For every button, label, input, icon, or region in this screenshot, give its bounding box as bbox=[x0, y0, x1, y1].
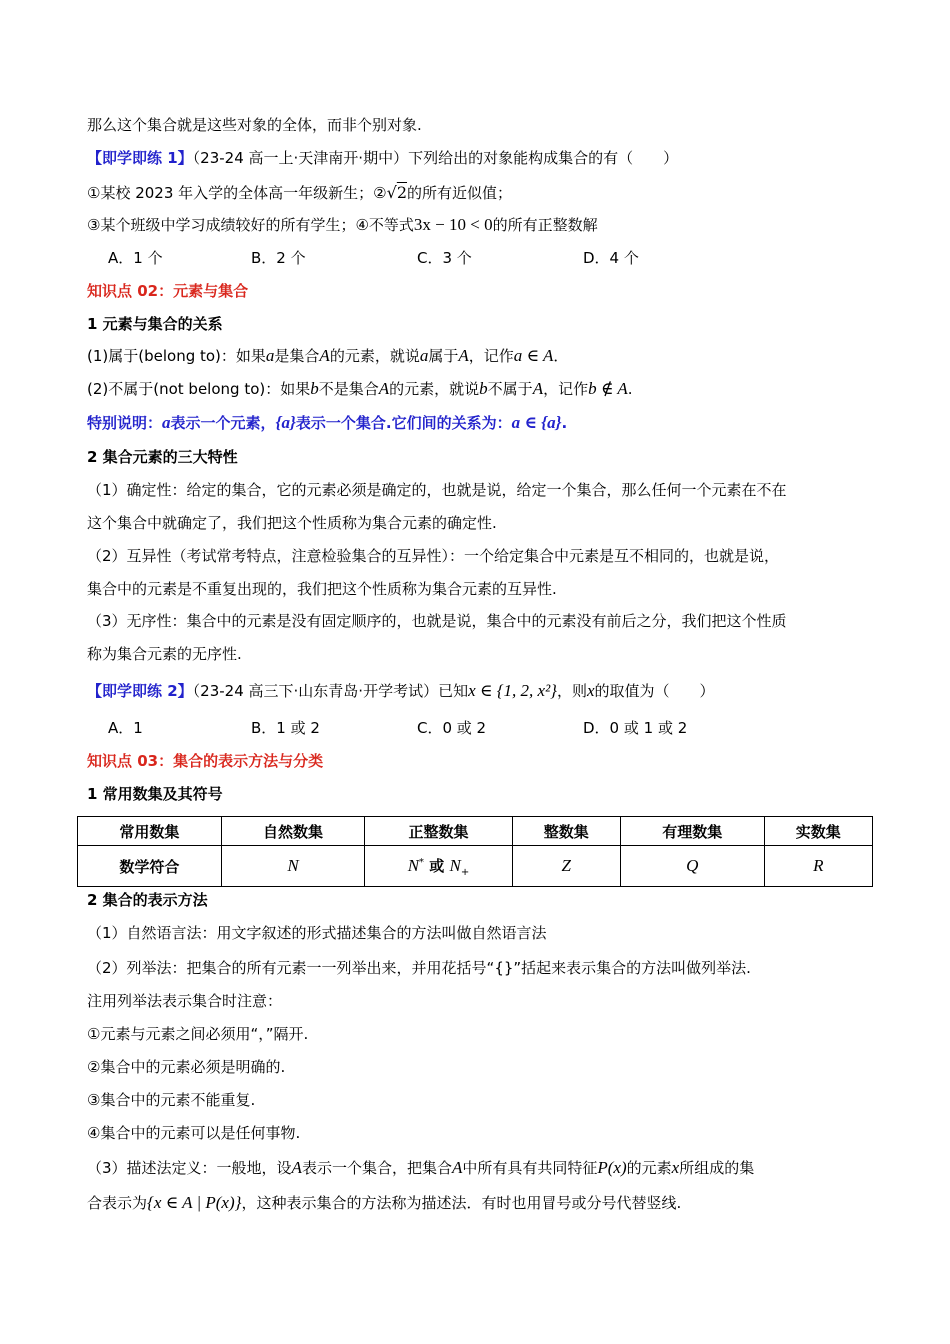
note-var-a: a bbox=[162, 413, 171, 432]
intro-tail: 那么这个集合就是这些对象的全体，而非个别对象. bbox=[87, 116, 422, 134]
note-item-3: ③集合中的元素不能重复. bbox=[87, 1091, 256, 1109]
note-item-2: ②集合中的元素必须是明确的. bbox=[87, 1058, 286, 1076]
exercise-2-option-b: B．1 或 2 bbox=[251, 719, 320, 737]
exercise-2-heading bbox=[87, 678, 880, 704]
kp03-sub1: 1 常用数集及其符号 bbox=[87, 785, 223, 803]
inequality-math: 3x − 10 < 0 bbox=[413, 215, 493, 234]
belong-prefix: (1)属于(belong to)：如果 bbox=[87, 347, 266, 365]
var-b: b bbox=[479, 379, 488, 398]
m3b-suffix: ，这种表示集合的方法称为描述法．有时也用冒号或分号代替竖线. bbox=[241, 1194, 682, 1212]
exercise-1-item-1: ①某校 2023 年入学的全体高一年级新生； bbox=[87, 184, 374, 202]
property-3a: （3）无序性：集合中的元素是没有固定顺序的，也就是说，集合中的元素没有前后之分，我们把这个性质 bbox=[87, 612, 787, 630]
belong-math: a ∈ A bbox=[513, 346, 554, 365]
not-belong-prefix: (2)不属于(not belong to)：如果 bbox=[87, 380, 311, 398]
exercise-1-items-b bbox=[87, 212, 880, 238]
exercise-2-option-d: D．0 或 1 或 2 bbox=[583, 719, 688, 737]
kp03-sub2: 2 集合的表示方法 bbox=[87, 891, 208, 909]
exercise-1-options bbox=[108, 245, 808, 271]
table-row-label: 数学符合 bbox=[78, 846, 222, 887]
property-1b: 这个集合中就确定了，我们把这个性质称为集合元素的确定性. bbox=[87, 514, 497, 532]
kp02-title: 知识点 02：元素与集合 bbox=[87, 282, 249, 300]
var-A: A bbox=[378, 379, 390, 398]
exercise-1-item-4-suffix: 的所有正整数解 bbox=[492, 216, 598, 234]
note-mid1: 表示一个元素， bbox=[170, 414, 276, 432]
method-1: （1）自然语言法：用文字叙述的形式描述集合的方法叫做自然语言法 bbox=[87, 924, 547, 942]
not-belong-end: . bbox=[627, 380, 633, 398]
property-2b: 集合中的元素是不重复出现的，我们把这个性质称为集合元素的互异性. bbox=[87, 580, 557, 598]
symbol-n-star: N bbox=[407, 855, 420, 875]
belong-mid3: 属于 bbox=[428, 347, 459, 365]
m3-var-A: A bbox=[291, 1158, 302, 1177]
belong-mid4: ，记作 bbox=[468, 347, 514, 365]
m3-mid1: 表示一个集合，把集合 bbox=[301, 1159, 452, 1177]
star-sup: * bbox=[419, 856, 425, 868]
belong-end: ． bbox=[553, 347, 569, 365]
exercise-1-items-a bbox=[87, 180, 880, 206]
kp02-sub1: 1 元素与集合的关系 bbox=[87, 315, 223, 333]
number-sets-table bbox=[77, 816, 873, 887]
table-header-cell: 实数集 bbox=[764, 817, 872, 846]
table-header-cell: 有理数集 bbox=[620, 817, 764, 846]
exercise-2-math: x ∈ {1, 2, x²} bbox=[468, 681, 557, 700]
method-2: （2）列举法：把集合的所有元素一一列举出来，并用花括号“{}”括起来表示集合的方法叫做列举法. bbox=[87, 959, 751, 977]
exercise-2-options bbox=[108, 715, 808, 741]
note-set: {a} bbox=[275, 413, 296, 432]
rational-symbol bbox=[620, 846, 764, 887]
note-end: . bbox=[561, 414, 568, 432]
m3-mid2: 中所有具有共同特征 bbox=[462, 1159, 598, 1177]
exercise-2-var-x: x bbox=[586, 681, 595, 700]
method-3-line-2 bbox=[87, 1190, 880, 1216]
m3b-prefix: 合表示为 bbox=[87, 1194, 148, 1212]
m3-end: 所组成的集 bbox=[679, 1159, 755, 1177]
note-item-4: ④集合中的元素可以是任何事物. bbox=[87, 1124, 301, 1142]
positive-integer-symbol bbox=[365, 846, 512, 887]
real-symbol bbox=[764, 846, 872, 887]
sqrt-symbol: √2 bbox=[386, 183, 408, 202]
symbol-n-plus: N bbox=[449, 855, 461, 875]
not-belong-mid2: 的元素，就说 bbox=[389, 380, 480, 398]
plus-sub: + bbox=[460, 866, 470, 878]
exercise-2-option-c: C．0 或 2 bbox=[417, 719, 487, 737]
exercise-1-heading bbox=[87, 145, 880, 171]
exercise-1-question: 下列给出的对象能构成集合的有（ ） bbox=[408, 149, 679, 167]
not-belong-mid4: ，记作 bbox=[543, 380, 589, 398]
var-b: b bbox=[310, 379, 319, 398]
m3-mid3: 的元素 bbox=[626, 1159, 672, 1177]
note-math: a ∈ {a} bbox=[511, 413, 562, 432]
m3b-set-builder: {x ∈ A | P(x)} bbox=[147, 1193, 242, 1212]
table-header-cell: 整数集 bbox=[512, 817, 620, 846]
m3-predicate: P(x) bbox=[597, 1158, 627, 1177]
var-A: A bbox=[458, 346, 469, 365]
table-header-cell: 常用数集 bbox=[78, 817, 222, 846]
not-belong-definition bbox=[87, 376, 880, 402]
table-header-row bbox=[78, 817, 873, 846]
exercise-1-option-b: B．2 个 bbox=[251, 249, 306, 267]
note-mid2: 表示一个集合.它们间的关系为： bbox=[295, 414, 512, 432]
symbol-q: Q bbox=[686, 856, 699, 875]
m3-var-A: A bbox=[451, 1158, 463, 1177]
var-A: A bbox=[532, 379, 544, 398]
belong-mid2: 的元素，就说 bbox=[329, 347, 420, 365]
integer-symbol bbox=[512, 846, 620, 887]
exercise-2-q-mid: ，则 bbox=[556, 682, 587, 700]
belong-mid1: 是集合 bbox=[274, 347, 320, 365]
belong-definition bbox=[87, 343, 880, 369]
symbol-n: N bbox=[287, 856, 299, 875]
exercise-1-option-a: A．1 个 bbox=[108, 249, 163, 267]
exercise-2-q-suffix: 的取值为（ ） bbox=[594, 682, 715, 700]
method-2-note: 注用列举法表示集合时注意： bbox=[87, 992, 283, 1010]
exercise-1-item-3: ③某个班级中学习成绩较好的所有学生； bbox=[87, 216, 356, 234]
not-belong-math: b ∉ A bbox=[588, 379, 628, 398]
var-a: a bbox=[265, 346, 275, 365]
symbol-z: Z bbox=[561, 856, 571, 875]
exercise-2-source: （23-24 高三下·山东青岛·开学考试） bbox=[192, 682, 439, 700]
table-header-cell: 自然数集 bbox=[221, 817, 365, 846]
var-a: a bbox=[419, 346, 429, 365]
exercise-1-option-d: D．4 个 bbox=[583, 249, 639, 267]
exercise-1-item-2-suffix: 的所有近似值； bbox=[407, 184, 513, 202]
exercise-2-option-a: A．1 bbox=[108, 719, 143, 737]
not-belong-mid3: 不属于 bbox=[487, 380, 533, 398]
exercise-1-tag: 【即学即练 1】 bbox=[87, 149, 193, 167]
or-text: 或 bbox=[424, 856, 450, 875]
sqrt-radicand: 2 bbox=[396, 183, 408, 202]
note-item-1: ①元素与元素之间必须用“，”隔开. bbox=[87, 1025, 309, 1043]
exercise-1-item-2-prefix: ② bbox=[373, 184, 387, 202]
exercise-1-source: （23-24 高一上·天津南开·期中） bbox=[192, 149, 409, 167]
exercise-1-option-c: C．3 个 bbox=[417, 249, 472, 267]
note-prefix: 特别说明： bbox=[87, 414, 163, 432]
var-A: A bbox=[319, 346, 330, 365]
not-belong-mid1: 不是集合 bbox=[318, 380, 379, 398]
exercise-2-q-prefix: 已知 bbox=[438, 682, 469, 700]
special-note bbox=[87, 410, 880, 436]
property-3b: 称为集合元素的无序性. bbox=[87, 645, 242, 663]
kp02-sub2: 2 集合元素的三大特性 bbox=[87, 448, 238, 466]
property-2a: （2）互异性（考试常考特点，注意检验集合的互异性）：一个给定集合中元素是互不相同的，也就是说， bbox=[87, 547, 780, 565]
m3-var-x: x bbox=[671, 1158, 680, 1177]
kp03-title: 知识点 03：集合的表示方法与分类 bbox=[87, 752, 324, 770]
m3-prefix: （3）描述法定义：一般地，设 bbox=[87, 1159, 292, 1177]
property-1a: （1）确定性：给定的集合，它的元素必须是确定的，也就是说，给定一个集合，那么任何一个元素在不在 bbox=[87, 481, 787, 499]
natural-number-symbol bbox=[221, 846, 365, 887]
exercise-1-item-4-prefix: ④不等式 bbox=[355, 216, 414, 234]
exercise-2-tag: 【即学即练 2】 bbox=[87, 682, 193, 700]
symbol-r: R bbox=[813, 856, 824, 875]
table-symbol-row bbox=[78, 846, 873, 887]
table-header-cell: 正整数集 bbox=[365, 817, 512, 846]
method-3-line-1 bbox=[87, 1155, 880, 1181]
